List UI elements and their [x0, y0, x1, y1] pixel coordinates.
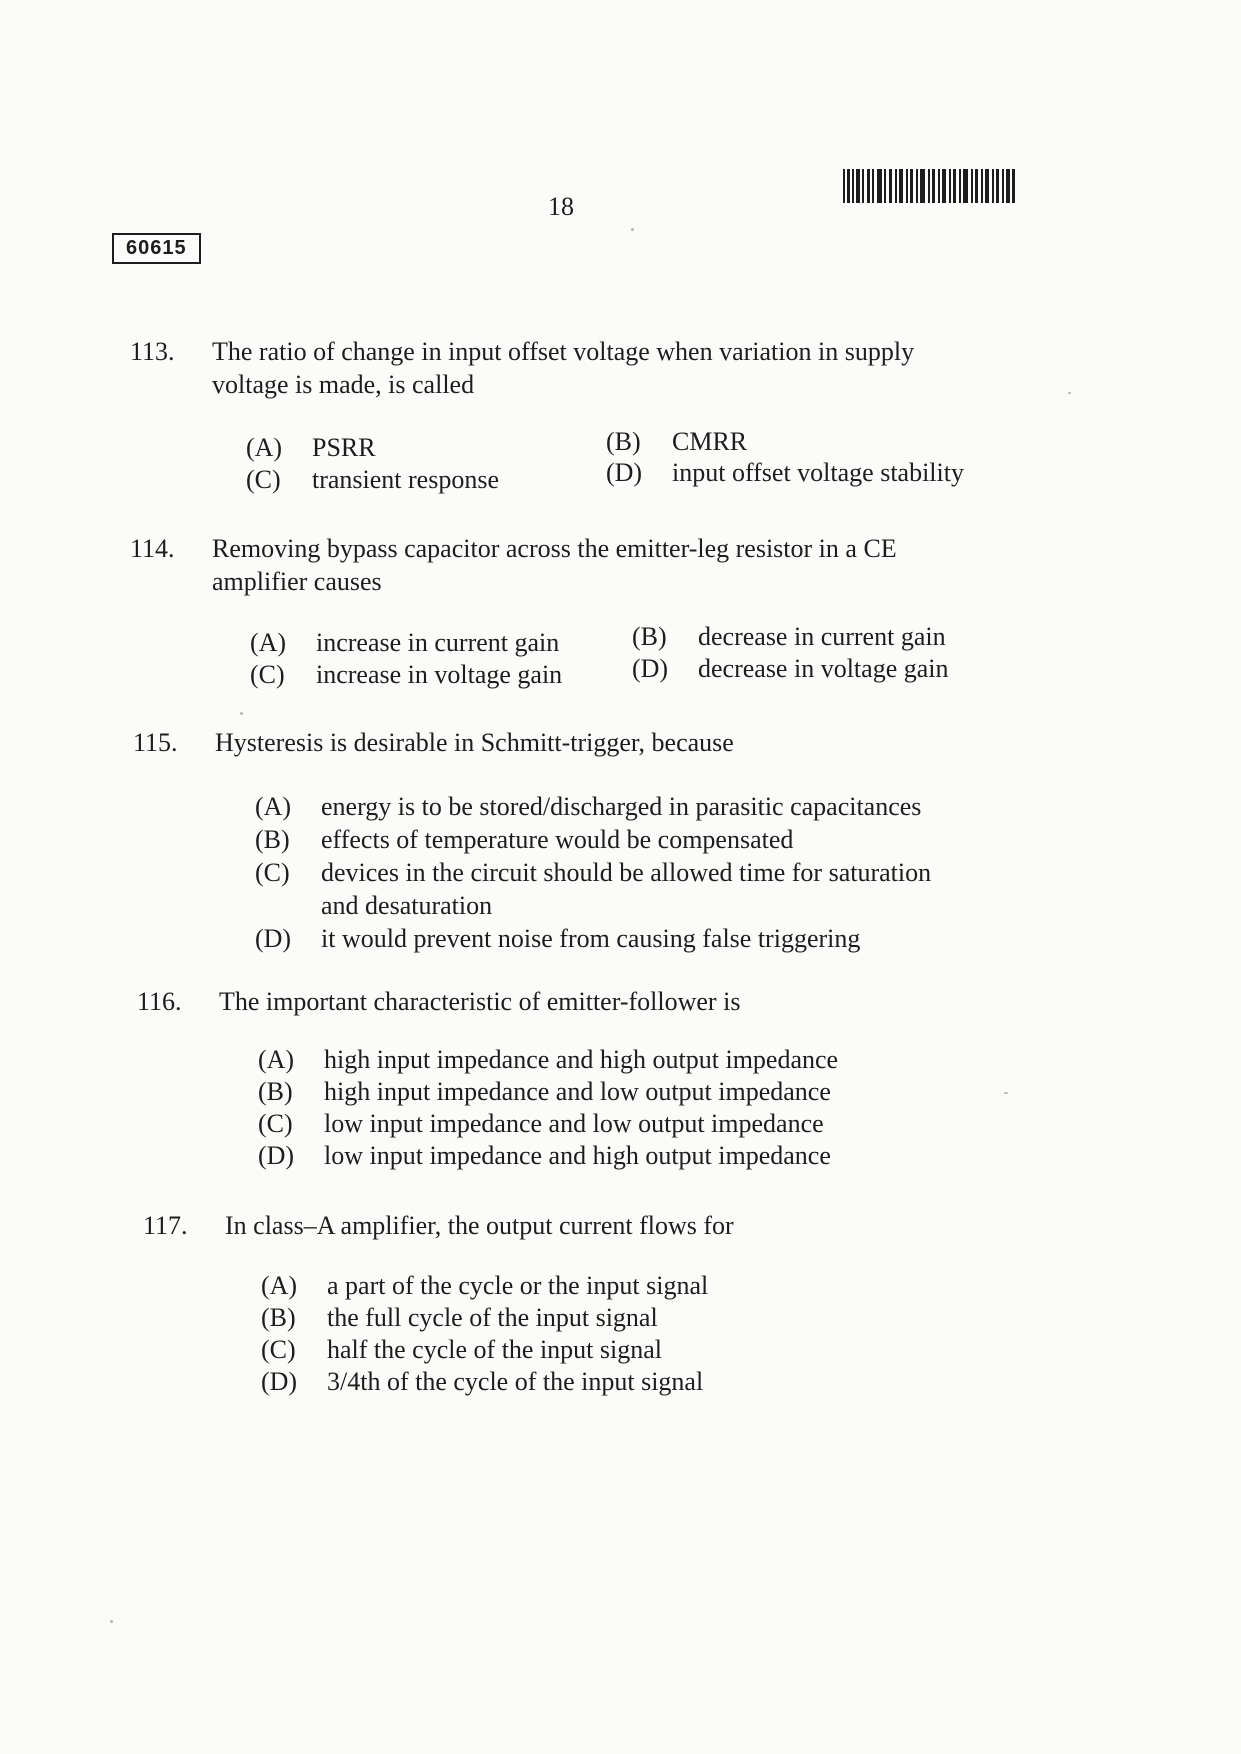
- question-number: 117.: [143, 1211, 188, 1240]
- option-text: CMRR: [672, 427, 748, 456]
- option-text: half the cycle of the input signal: [327, 1335, 663, 1364]
- option-label: (A): [246, 433, 283, 462]
- question-number: 115.: [133, 728, 178, 757]
- question-number: 116.: [137, 987, 182, 1016]
- option-a: [250, 628, 559, 658]
- option-text: decrease in current gain: [698, 622, 946, 651]
- option-text: high input impedance and low output impedance: [324, 1077, 831, 1106]
- option-label: (C): [250, 660, 285, 689]
- option-b: [255, 823, 793, 856]
- option-label: (A): [250, 628, 287, 657]
- option-label: (B): [606, 427, 641, 456]
- option-label: (B): [261, 1303, 296, 1332]
- page-number: 18: [548, 192, 574, 221]
- option-a: [258, 1044, 838, 1076]
- option-label: (D): [258, 1141, 295, 1170]
- option-label: (D): [261, 1367, 298, 1396]
- option-text: devices in the circuit should be allowed time for saturation: [321, 858, 932, 887]
- option-label: (B): [632, 622, 667, 651]
- option-text: it would prevent noise from causing false triggering: [321, 924, 861, 953]
- option-text: PSRR: [312, 433, 376, 462]
- option-d: [261, 1366, 703, 1398]
- option-text: high input impedance and high output impedance: [324, 1045, 839, 1074]
- option-text: energy is to be stored/discharged in parasitic capacitances: [321, 792, 922, 821]
- option-label: (C): [255, 858, 290, 887]
- option-label: (A): [261, 1271, 298, 1300]
- paper-code-box: 60615: [112, 233, 201, 264]
- option-b: [632, 622, 946, 652]
- option-text: input offset voltage stability: [672, 458, 964, 487]
- option-label: (D): [632, 654, 669, 683]
- stem-line: Hysteresis is desirable in Schmitt-trigger, because: [215, 728, 734, 757]
- option-text: transient response: [312, 465, 500, 494]
- option-a: [246, 433, 376, 463]
- option-d: [606, 458, 964, 488]
- question-stem: [212, 532, 897, 598]
- question-number: 113.: [130, 337, 175, 366]
- stem-line: amplifier causes: [212, 567, 382, 596]
- question-stem: [225, 1209, 734, 1242]
- question-stem: [215, 726, 734, 759]
- option-text: increase in current gain: [316, 628, 560, 657]
- option-label: (C): [258, 1109, 293, 1138]
- option-c: [261, 1334, 662, 1366]
- option-text: 3/4th of the cycle of the input signal: [327, 1367, 704, 1396]
- option-label: (C): [246, 465, 281, 494]
- option-d: [258, 1140, 831, 1172]
- scan-speck: [240, 712, 243, 715]
- option-text: the full cycle of the input signal: [327, 1303, 658, 1332]
- option-b: [606, 427, 747, 457]
- option-label: (B): [255, 825, 290, 854]
- stem-line: Removing bypass capacitor across the emitter-leg resistor in a CE: [212, 534, 897, 563]
- option-text: effects of temperature would be compensated: [321, 825, 794, 854]
- option-text: a part of the cycle or the input signal: [327, 1271, 709, 1300]
- option-b: [261, 1302, 658, 1334]
- stem-line: In class–A amplifier, the output current flows for: [225, 1211, 734, 1240]
- stem-line: The important characteristic of emitter-follower is: [219, 987, 741, 1016]
- option-c: [250, 660, 562, 690]
- scan-speck: [110, 1620, 113, 1623]
- option-text: decrease in voltage gain: [698, 654, 949, 683]
- scan-speck: [1068, 392, 1071, 394]
- scan-speck: [631, 228, 634, 231]
- option-label: (D): [606, 458, 643, 487]
- option-c: [255, 856, 931, 922]
- question-stem: [212, 335, 914, 401]
- option-label: (A): [255, 792, 292, 821]
- option-label: (D): [255, 924, 292, 953]
- option-label: (C): [261, 1335, 296, 1364]
- option-c: [258, 1108, 824, 1140]
- option-a: [261, 1270, 708, 1302]
- option-text: increase in voltage gain: [316, 660, 563, 689]
- barcode-icon: [843, 167, 1015, 205]
- stem-line: The ratio of change in input offset voltage when variation in supply: [212, 337, 915, 366]
- option-b: [258, 1076, 831, 1108]
- option-label: (B): [258, 1077, 293, 1106]
- scan-speck: [1004, 1092, 1008, 1094]
- question-number: 114.: [130, 534, 175, 563]
- option-d: [255, 922, 860, 955]
- option-label: (A): [258, 1045, 295, 1074]
- option-text: low input impedance and high output impedance: [324, 1141, 831, 1170]
- option-a: [255, 790, 921, 823]
- stem-line: voltage is made, is called: [212, 370, 475, 399]
- option-text: low input impedance and low output impedance: [324, 1109, 824, 1138]
- option-text-continued: and desaturation: [321, 891, 493, 920]
- option-c: [246, 465, 499, 495]
- question-stem: [219, 985, 740, 1018]
- option-d: [632, 654, 949, 684]
